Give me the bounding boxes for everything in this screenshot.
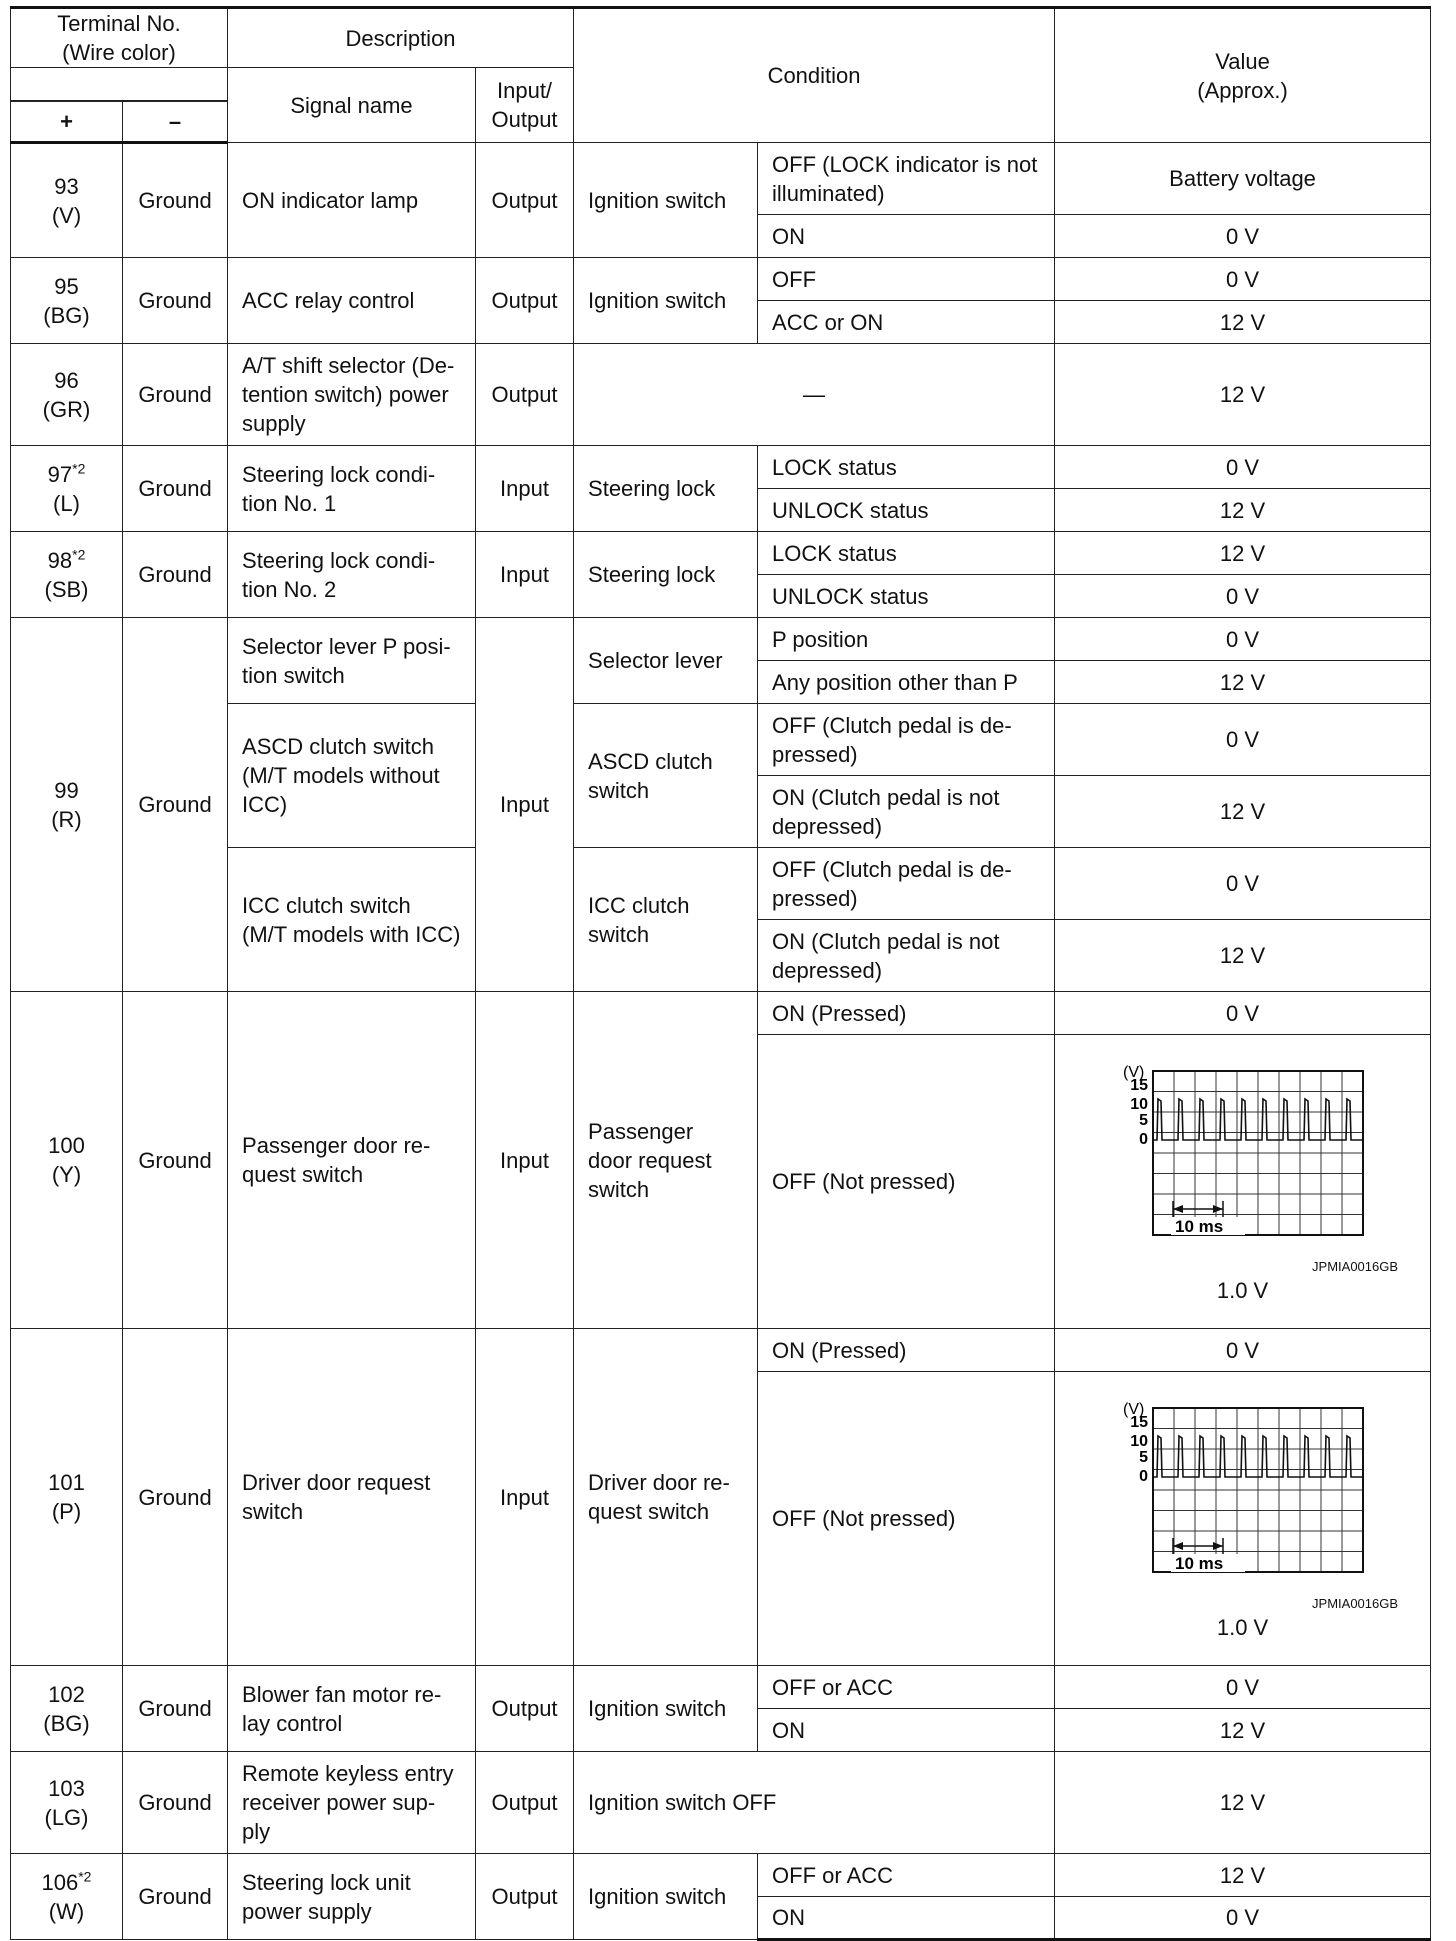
condition: — xyxy=(574,344,1055,446)
terminal-minus: Ground xyxy=(123,1752,228,1854)
signal-name: ASCD clutch switch (M/T models without ICC) xyxy=(228,704,476,848)
terminal-plus: 101 (P) xyxy=(11,1329,123,1666)
time-span-label: 10 ms xyxy=(1174,1553,1223,1573)
sub-condition: ON xyxy=(758,1897,1055,1940)
condition: Passenger door request switch xyxy=(574,992,758,1329)
sub-condition: ON xyxy=(758,215,1055,258)
value: 1.0 V xyxy=(1216,1614,1269,1640)
figure-code: JPMIA0016GB xyxy=(1312,1595,1399,1611)
value: 0 V xyxy=(1055,215,1431,258)
io: Output xyxy=(476,1854,574,1940)
header-signal-name: Signal name xyxy=(228,68,476,143)
terminal-plus: 95 (BG) xyxy=(11,258,123,344)
tick-label: 15 xyxy=(1129,1413,1148,1431)
terminal-minus: Ground xyxy=(123,258,228,344)
signal-name: A/T shift selector (De-tention switch) power supply xyxy=(228,344,476,446)
terminal-plus: 97$^{*2}$ (L) xyxy=(11,446,123,532)
sub-condition: UNLOCK status xyxy=(758,489,1055,532)
condition: Steering lock xyxy=(574,532,758,618)
signal-name: Remote keyless entry receiver power sup-ply xyxy=(228,1752,476,1854)
terminal-minus: Ground xyxy=(123,1666,228,1752)
value: 12 V xyxy=(1055,301,1431,344)
header-description: Description xyxy=(228,8,574,68)
axis-unit-label: (V) xyxy=(1122,1400,1144,1418)
tick-label: 10 xyxy=(1129,1432,1148,1450)
terminal-plus: 96 (GR) xyxy=(11,344,123,446)
sub-condition: UNLOCK status xyxy=(758,575,1055,618)
terminal-plus: 100 (Y) xyxy=(11,992,123,1329)
arrow-head xyxy=(1213,1205,1223,1213)
value: 12 V xyxy=(1055,489,1431,532)
sub-condition: ACC or ON xyxy=(758,301,1055,344)
terminal-minus: Ground xyxy=(123,1854,228,1940)
value: 0 V xyxy=(1055,575,1431,618)
tick-label: 15 xyxy=(1129,1076,1148,1094)
value: 12 V xyxy=(1055,1752,1431,1854)
condition: ICC clutch switch xyxy=(574,848,758,992)
sub-condition: P position xyxy=(758,618,1055,661)
header-plus: + xyxy=(11,101,123,143)
sub-condition: OFF (Clutch pedal is de-pressed) xyxy=(758,704,1055,776)
axis-unit-label: (V) xyxy=(1122,1063,1144,1081)
signal-name: Passenger door re-quest switch xyxy=(228,992,476,1329)
sub-condition: LOCK status xyxy=(758,446,1055,489)
value: 12 V xyxy=(1055,776,1431,848)
value: Battery voltage xyxy=(1055,143,1431,215)
io: Output xyxy=(476,143,574,258)
io: Output xyxy=(476,1752,574,1854)
header-value: Value (Approx.) xyxy=(1055,8,1431,143)
condition: Steering lock xyxy=(574,446,758,532)
signal-name: Driver door request switch xyxy=(228,1329,476,1666)
io: Input xyxy=(476,618,574,992)
waveform-chart xyxy=(1093,1396,1393,1596)
sub-condition: LOCK status xyxy=(758,532,1055,575)
signal-name: ON indicator lamp xyxy=(228,143,476,258)
sub-condition: ON (Clutch pedal is not depressed) xyxy=(758,776,1055,848)
value: 0 V xyxy=(1055,704,1431,776)
terminal-minus: Ground xyxy=(123,344,228,446)
value: 0 V xyxy=(1055,992,1431,1035)
value: 1.0 V xyxy=(1216,1277,1269,1303)
sub-condition: OFF (Not pressed) xyxy=(758,1372,1055,1666)
signal-name: Selector lever P posi-tion switch xyxy=(228,618,476,704)
condition: Ignition switch xyxy=(574,143,758,258)
value: 12 V xyxy=(1055,532,1431,575)
terminal-minus: Ground xyxy=(123,618,228,992)
header-terminal-spacer xyxy=(11,68,228,101)
condition: Ignition switch xyxy=(574,1666,758,1752)
sub-condition: OFF or ACC xyxy=(758,1854,1055,1897)
io: Input xyxy=(476,992,574,1329)
tick-label: 5 xyxy=(1138,1448,1148,1466)
arrow-head xyxy=(1213,1542,1223,1550)
value: 0 V xyxy=(1055,848,1431,920)
terminal-plus: 98$^{*2}$ (SB) xyxy=(11,532,123,618)
signal-name: ICC clutch switch (M/T models with ICC) xyxy=(228,848,476,992)
io: Input xyxy=(476,446,574,532)
sub-condition: OFF or ACC xyxy=(758,1666,1055,1709)
tick-label: 0 xyxy=(1138,1130,1148,1148)
condition: Selector lever xyxy=(574,618,758,704)
header-io: Input/ Output xyxy=(476,68,574,143)
value: 0 V xyxy=(1055,258,1431,301)
io: Output xyxy=(476,1666,574,1752)
terminal-minus: Ground xyxy=(123,1329,228,1666)
terminal-minus: Ground xyxy=(123,446,228,532)
terminal-table xyxy=(10,6,1431,1941)
tick-label: 0 xyxy=(1138,1467,1148,1485)
io: Output xyxy=(476,258,574,344)
value: 12 V xyxy=(1055,1709,1431,1752)
terminal-minus: Ground xyxy=(123,143,228,258)
terminal-plus: 99 (R) xyxy=(11,618,123,992)
value: 0 V xyxy=(1055,618,1431,661)
condition: Ignition switch OFF xyxy=(574,1752,1055,1854)
io: Output xyxy=(476,344,574,446)
signal-name: ACC relay control xyxy=(228,258,476,344)
sub-condition: ON (Pressed) xyxy=(758,992,1055,1035)
figure-code: JPMIA0016GB xyxy=(1312,1258,1399,1274)
signal-name: Blower fan motor re-lay control xyxy=(228,1666,476,1752)
sub-condition: OFF (Not pressed) xyxy=(758,1035,1055,1329)
terminal-plus: 106$^{*2}$ (W) xyxy=(11,1854,123,1940)
condition: Ignition switch xyxy=(574,258,758,344)
value: 12 V xyxy=(1055,920,1431,992)
value: 12 V xyxy=(1055,1854,1431,1897)
terminal-plus: 102 (BG) xyxy=(11,1666,123,1752)
value-waveform-cell xyxy=(1055,1372,1431,1666)
sub-condition: ON (Pressed) xyxy=(758,1329,1055,1372)
value: 0 V xyxy=(1055,1897,1431,1940)
sub-condition: ON xyxy=(758,1709,1055,1752)
io: Input xyxy=(476,532,574,618)
value: 0 V xyxy=(1055,1329,1431,1372)
sub-condition: Any position other than P xyxy=(758,661,1055,704)
sub-condition: ON (Clutch pedal is not depressed) xyxy=(758,920,1055,992)
time-span-label: 10 ms xyxy=(1174,1216,1223,1236)
terminal-plus: 103 (LG) xyxy=(11,1752,123,1854)
tick-label: 10 xyxy=(1129,1095,1148,1113)
waveform-chart xyxy=(1093,1059,1393,1259)
sub-condition: OFF (LOCK indicator is not illuminated) xyxy=(758,143,1055,215)
value: 12 V xyxy=(1055,661,1431,704)
value: 0 V xyxy=(1055,1666,1431,1709)
signal-name: Steering lock unit power supply xyxy=(228,1854,476,1940)
value: 0 V xyxy=(1055,446,1431,489)
terminal-minus: Ground xyxy=(123,992,228,1329)
value-waveform-cell xyxy=(1055,1035,1431,1329)
value: 12 V xyxy=(1055,344,1431,446)
terminal-minus: Ground xyxy=(123,532,228,618)
condition: Driver door re-quest switch xyxy=(574,1329,758,1666)
signal-name: Steering lock condi-tion No. 2 xyxy=(228,532,476,618)
io: Input xyxy=(476,1329,574,1666)
sub-condition: OFF (Clutch pedal is de-pressed) xyxy=(758,848,1055,920)
header-minus: – xyxy=(123,101,228,143)
header-terminal: Terminal No. (Wire color) xyxy=(11,8,228,68)
sub-condition: OFF xyxy=(758,258,1055,301)
tick-label: 5 xyxy=(1138,1111,1148,1129)
terminal-plus: 93 (V) xyxy=(11,143,123,258)
signal-name: Steering lock condi-tion No. 1 xyxy=(228,446,476,532)
header-condition: Condition xyxy=(574,8,1055,143)
condition: ASCD clutch switch xyxy=(574,704,758,848)
condition: Ignition switch xyxy=(574,1854,758,1940)
